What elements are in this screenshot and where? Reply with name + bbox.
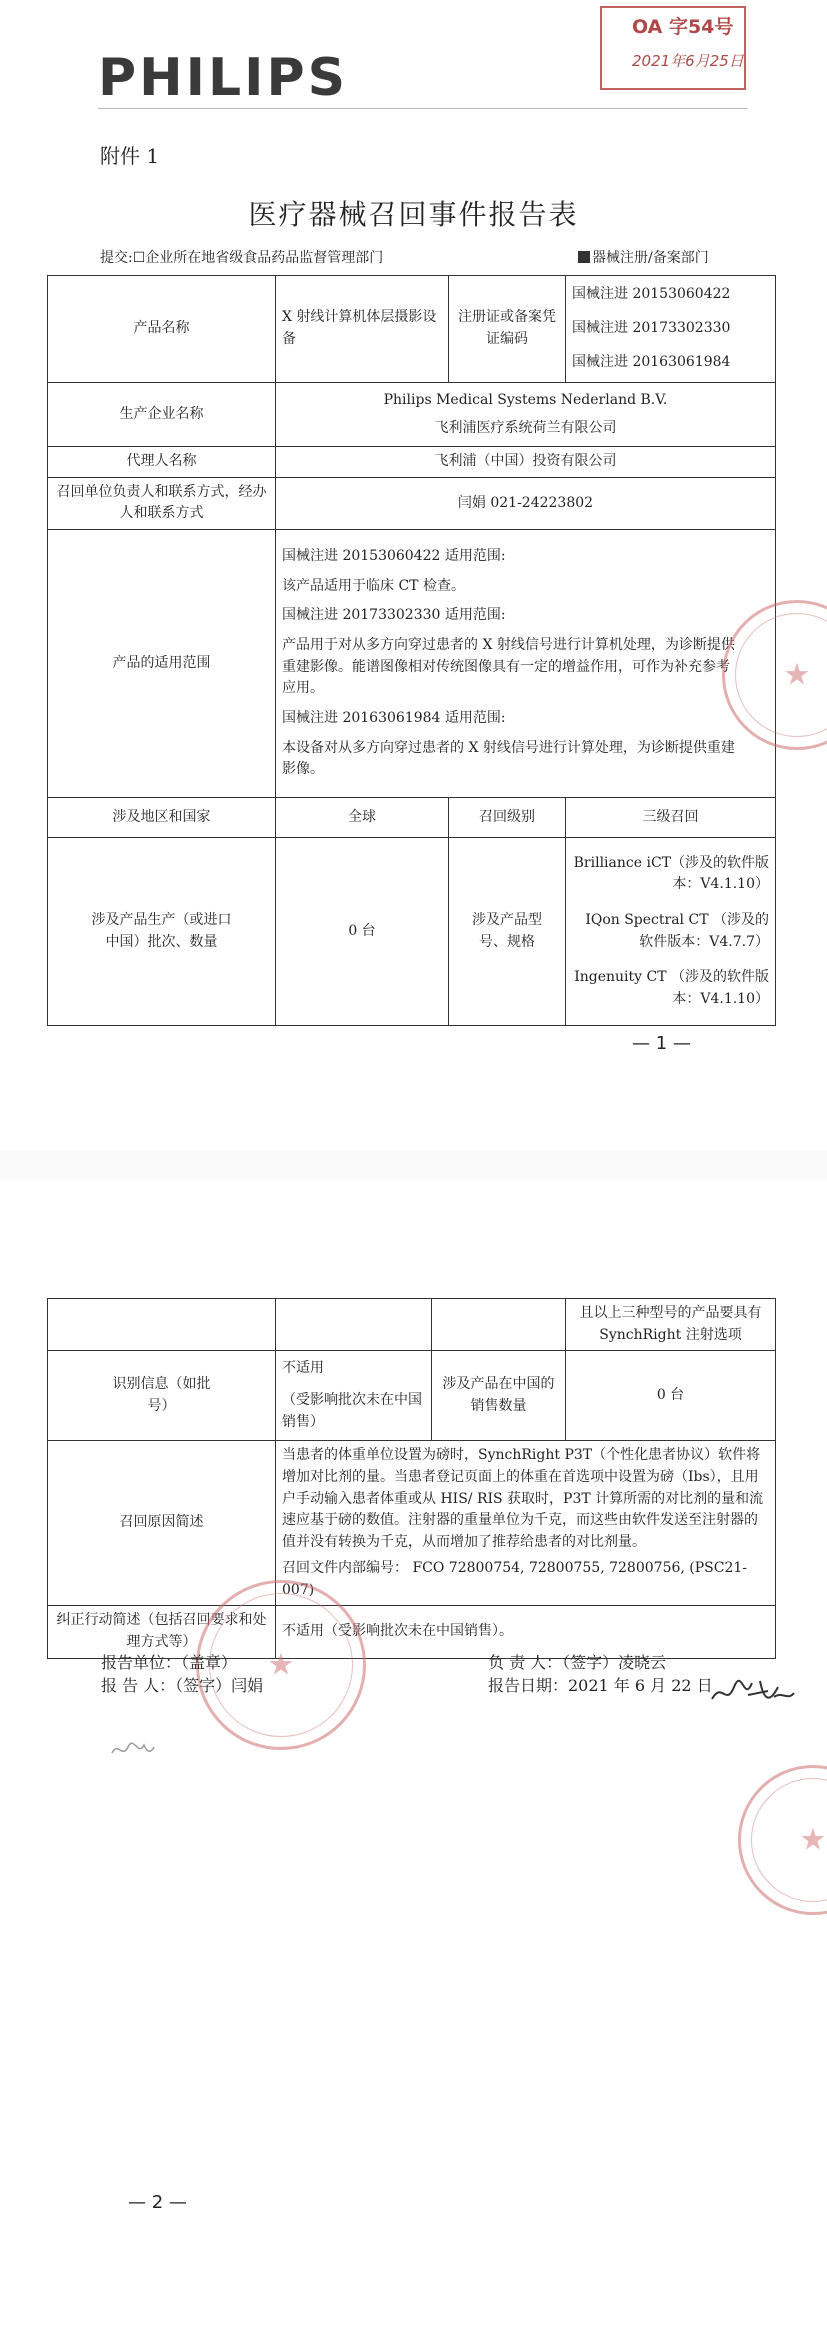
responsible-person-label: 负 责 人：（签字）凌晓云 — [488, 1653, 667, 1672]
model-list — [566, 838, 776, 1026]
batch-value: 0 台 — [276, 838, 449, 1026]
recall-report-table-page1 — [47, 275, 776, 1026]
identification-value-line: 不适用 — [282, 1360, 324, 1377]
recall-level-value: 三级召回 — [566, 798, 776, 838]
page-number: — 1 — — [632, 1033, 691, 1054]
agent-label: 代理人名称 — [48, 447, 276, 478]
report-date-label: 报告日期：2021 年 6 月 22 日 — [488, 1676, 713, 1695]
empty-cell — [48, 1299, 276, 1351]
manufacturer-name-cn: 飞利浦医疗系统荷兰有限公司 — [434, 419, 617, 436]
corrective-action-value: 不适用（受影响批次未在中国销售）。 — [276, 1606, 776, 1658]
document-page-1 — [0, 0, 827, 1150]
model-item: Ingenuity CT （涉及的软件版本：V4.1.10） — [574, 969, 769, 1007]
page-separator — [0, 1150, 827, 1180]
model-note: 且以上三种型号的产品要具有 SynchRight 注射选项 — [566, 1299, 776, 1351]
oa-stamp-date: 2021年6月25日 — [632, 52, 744, 70]
corrective-action-label: 纠正行动简述（包括召回要求和处理方式等） — [48, 1606, 276, 1658]
company-logo: PHILIPS — [98, 48, 349, 108]
page-number: — 2 — — [128, 2192, 187, 2213]
product-name-label: 产品名称 — [48, 276, 276, 383]
product-name-value: X 射线计算机体层摄影设备 — [276, 276, 449, 383]
table-row — [48, 1351, 776, 1441]
submit-to-registration — [578, 247, 709, 267]
recall-level-label: 召回级别 — [449, 798, 566, 838]
table-row — [48, 798, 776, 838]
seal-star-icon: ★ — [267, 1647, 295, 1683]
contact-value: 闫娟 021-24223802 — [276, 477, 776, 529]
contact-label: 召回单位负责人和联系方式，经办人和联系方式 — [48, 477, 276, 529]
company-seal-stamp — [738, 1765, 827, 1915]
region-label: 涉及地区和国家 — [48, 798, 276, 838]
registration-number: 国械注进 20153060422 — [572, 286, 731, 303]
recall-reason-value — [276, 1441, 776, 1606]
manufacturer-value — [276, 383, 776, 447]
page-title: 医疗器械召回事件报告表 — [248, 198, 579, 231]
scope-line: 国械注进 20173302330 适用范围: — [282, 607, 506, 624]
seal-star-icon: ★ — [783, 657, 811, 693]
manufacturer-name-en: Philips Medical Systems Nederland B.V. — [383, 391, 668, 408]
region-value: 全球 — [276, 798, 449, 838]
scope-line: 国械注进 20163061984 适用范围: — [282, 710, 506, 727]
oa-receipt-stamp — [600, 6, 746, 90]
scope-label: 产品的适用范围 — [48, 530, 276, 798]
recall-report-table-page2 — [47, 1298, 776, 1659]
manufacturer-label: 生产企业名称 — [48, 383, 276, 447]
identification-value — [276, 1351, 432, 1441]
submit-registration-label: 器械注册/备案部门 — [592, 250, 709, 266]
model-label: 涉及产品型号、规格 — [449, 838, 566, 1026]
scope-line: 该产品适用于临床 CT 检查。 — [282, 577, 465, 594]
batch-label: 涉及产品生产（或进口中国）批次、数量 — [48, 838, 276, 1026]
registration-numbers — [566, 276, 776, 383]
china-sales-label: 涉及产品在中国的销售数量 — [432, 1351, 566, 1441]
table-row — [48, 447, 776, 478]
model-item: Brilliance iCT（涉及的软件版本：V4.1.10） — [573, 854, 769, 893]
handwritten-mark — [108, 1735, 158, 1765]
seal-star-icon: ★ — [799, 1822, 827, 1858]
scope-line: 产品用于对从多方向穿过患者的 X 射线信号进行计算机处理，为诊断提供重建影像。能谱图像相对传统图像具有一定的增益作用，可作为补充参考应用。 — [282, 637, 735, 697]
registration-number: 国械注进 20163061984 — [572, 353, 731, 370]
table-row — [48, 838, 776, 1026]
reporter-label: 报 告 人：（签字）闫娟 — [101, 1676, 264, 1695]
registration-label: 注册证或备案凭证编码 — [449, 276, 566, 383]
empty-cell — [276, 1299, 432, 1351]
table-row — [48, 530, 776, 798]
china-sales-value: 0 台 — [566, 1351, 776, 1441]
identification-value-note: （受影响批次未在中国销售） — [282, 1392, 422, 1430]
scope-value — [276, 530, 776, 798]
table-row — [48, 383, 776, 447]
model-item: IQon Spectral CT （涉及的软件版本：V4.7.7） — [585, 911, 769, 950]
registration-number: 国械注进 20173302330 — [572, 320, 731, 337]
recall-reason-label: 召回原因简述 — [48, 1441, 276, 1606]
recall-reason-text: 当患者的体重单位设置为磅时，SynchRight P3T（个性化患者协议）软件将增加对比剂的量。当患者登记页面上的体重在首选项中设置为磅（Ibs），且用户手动输入患者体重或从 HIS/ RIS 获取时，P3T 计算所需的对比剂的量和流速应基于磅的数值。注射器的重量单位为千克，而这些由软件发送至注射器的值并没有转换为千克，从而增加了推荐给患者的对比剂量。 — [282, 1447, 764, 1551]
checked-box-icon — [578, 251, 590, 263]
handwritten-signature — [708, 1673, 798, 1713]
attachment-label: 附件 1 — [100, 144, 160, 168]
submit-to-text: 提交:☐企业所在地省级食品药品监督管理部门 — [100, 250, 384, 266]
agent-value: 飞利浦（中国）投资有限公司 — [276, 447, 776, 478]
oa-stamp-number: OA 字54号 — [632, 16, 734, 38]
scope-line: 本设备对从多方向穿过患者的 X 射线信号进行计算处理，为诊断提供重建影像。 — [282, 739, 735, 778]
report-unit-label: 报告单位：（盖章） — [101, 1653, 238, 1672]
table-row — [48, 1441, 776, 1606]
empty-cell — [432, 1299, 566, 1351]
table-row — [48, 1299, 776, 1351]
recall-document-codes: 召回文件内部编号： FCO 72800754, 72800755, 72800756, (PSC21-007) — [282, 1559, 748, 1598]
table-row — [48, 276, 776, 383]
scope-line: 国械注进 20153060422 适用范围: — [282, 547, 506, 564]
table-row — [48, 477, 776, 529]
identification-label: 识别信息（如批号） — [48, 1351, 276, 1441]
header-divider — [98, 108, 748, 109]
